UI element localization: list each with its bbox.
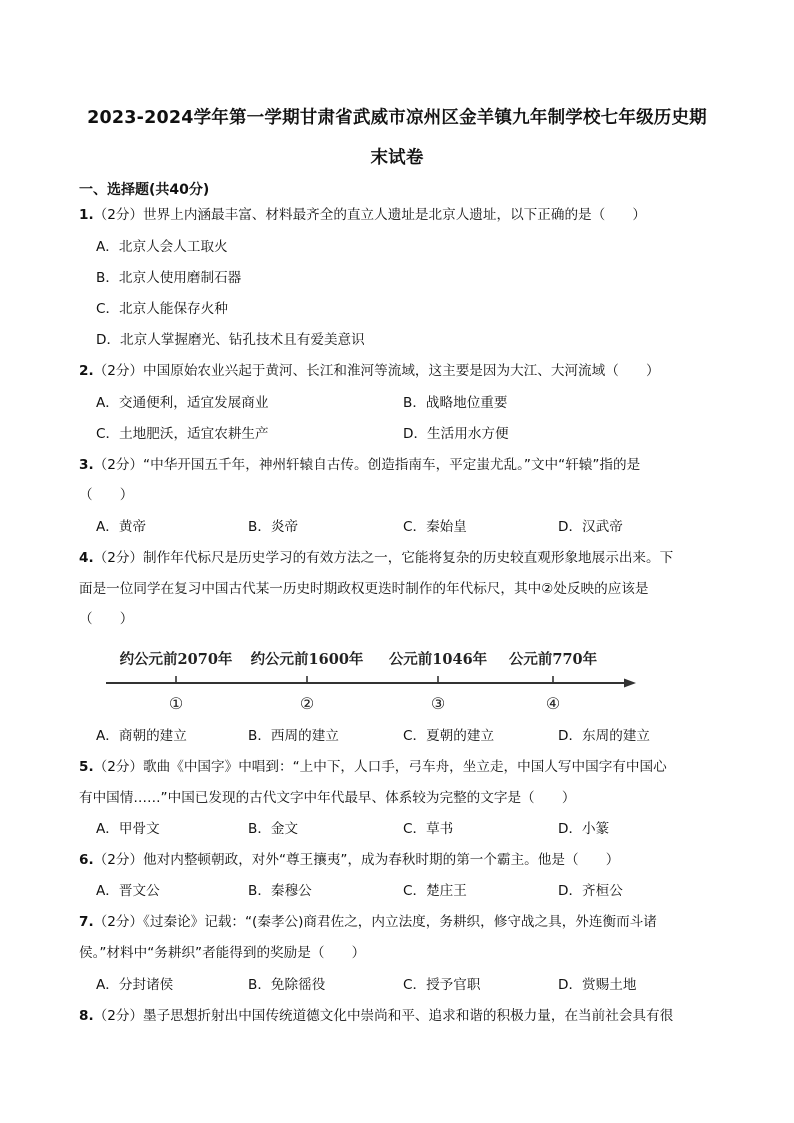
option-b: B．北京人使用磨制石器 (96, 270, 242, 286)
option-d: D．小篆 (558, 821, 610, 837)
question-4-line2: 面是一位同学在复习中国古代某一历史时期政权更迭时制作的年代标尺，其中②处反映的应该是 (79, 581, 649, 597)
question-4 (79, 549, 673, 567)
question-number: 1. (79, 207, 94, 223)
question-text: （2分）世界上内涵最丰富、材料最齐全的直立人遗址是北京人遗址，以下正确的是（ ） (93, 207, 647, 223)
option-c: C．草书 (403, 821, 454, 837)
option-b: B．秦穆公 (248, 883, 312, 899)
timeline-marker: ② (299, 694, 315, 713)
section-heading: 一、选择题(共40分) (79, 182, 210, 198)
question-number: 4. (79, 550, 94, 566)
timeline-svg (96, 644, 646, 716)
question-3-blank: （ ） (79, 487, 134, 503)
timeline-date-label: 公元前770年 (508, 651, 598, 668)
question-number: 7. (79, 914, 94, 930)
option-a: A．分封诸侯 (96, 977, 174, 993)
timeline-marker: ① (168, 694, 184, 713)
option-a: A．晋文公 (96, 883, 160, 899)
question-number: 2. (79, 363, 94, 379)
question-8 (79, 1007, 673, 1025)
option-c: C．北京人能保存火种 (96, 301, 228, 317)
question-5 (79, 758, 667, 776)
question-text: （2分）墨子思想折射出中国传统道德文化中崇尚和平、追求和谐的积极力量，在当前社会具有很 (93, 1008, 674, 1024)
question-3 (79, 456, 640, 474)
question-2 (79, 362, 660, 380)
option-b: B．免除徭役 (248, 977, 326, 993)
question-text: （2分）他对内整顿朝政，对外“尊王攘夷”，成为春秋时期的第一个霸主。他是（ ） (93, 852, 620, 868)
question-7-line2: 侯。”材料中“务耕织”者能得到的奖励是（ ） (79, 945, 366, 961)
option-c: C．授予官职 (403, 977, 481, 993)
timeline-date-label: 约公元前1600年 (250, 651, 364, 668)
page-title: 2023-2024学年第一学期甘肃省武威市凉州区金羊镇九年制学校七年级历史期 (87, 108, 707, 128)
option-a: A．北京人会人工取火 (96, 239, 228, 255)
option-d: D．赏赐土地 (558, 977, 637, 993)
option-d: D．北京人掌握磨光、钻孔技术且有爱美意识 (96, 332, 365, 348)
option-b: B．战略地位重要 (403, 395, 508, 411)
option-a: A．甲骨文 (96, 821, 160, 837)
timeline-date-label: 公元前1046年 (388, 651, 488, 668)
question-text: （2分）中国原始农业兴起于黄河、长江和淮河等流域，这主要是因为大江、大河流域（ ） (93, 363, 660, 379)
timeline-figure (96, 644, 646, 716)
option-c: C．秦始皇 (403, 519, 467, 535)
question-7 (79, 913, 657, 931)
question-1 (79, 206, 646, 224)
timeline-marker: ④ (545, 694, 561, 713)
question-number: 8. (79, 1008, 94, 1024)
option-b: B．炎帝 (248, 519, 299, 535)
question-5-line2: 有中国情……”中国已发现的古代文字中年代最早、体系较为完整的文字是（ ） (79, 790, 576, 806)
question-text: （2分）歌曲《中国字》中唱到：“上中下，人口手，弓车舟，坐立走，中国人写中国字有中国心 (93, 759, 667, 775)
timeline-arrow (624, 679, 636, 688)
option-c: C．土地肥沃，适宜农耕生产 (96, 426, 269, 442)
page-title-continued: 末试卷 (370, 148, 424, 168)
option-a: A．商朝的建立 (96, 728, 187, 744)
timeline-date-label: 约公元前2070年 (119, 651, 233, 668)
option-d: D．齐桓公 (558, 883, 623, 899)
question-number: 6. (79, 852, 94, 868)
option-c: C．楚庄王 (403, 883, 467, 899)
option-d: D．生活用水方便 (403, 426, 509, 442)
option-a: A．黄帝 (96, 519, 147, 535)
question-4-blank: （ ） (79, 611, 134, 627)
option-b: B．西周的建立 (248, 728, 339, 744)
question-number: 5. (79, 759, 94, 775)
option-a: A．交通便利，适宜发展商业 (96, 395, 269, 411)
question-number: 3. (79, 457, 94, 473)
option-d: D．汉武帝 (558, 519, 623, 535)
question-text: （2分）制作年代标尺是历史学习的有效方法之一，它能将复杂的历史较直观形象地展示出来。下 (93, 550, 674, 566)
question-6 (79, 851, 619, 869)
option-b: B．金文 (248, 821, 299, 837)
question-text: （2分）《过秦论》记载：“(秦孝公)商君佐之，内立法度，务耕织，修守战之具，外连衡而斗诸 (93, 914, 657, 930)
option-c: C．夏朝的建立 (403, 728, 495, 744)
option-d: D．东周的建立 (558, 728, 651, 744)
timeline-marker: ③ (430, 694, 446, 713)
question-text: （2分）“中华开国五千年，神州轩辕自古传。创造指南车，平定蚩尤乱。”文中“轩辕”指的是 (93, 457, 641, 473)
